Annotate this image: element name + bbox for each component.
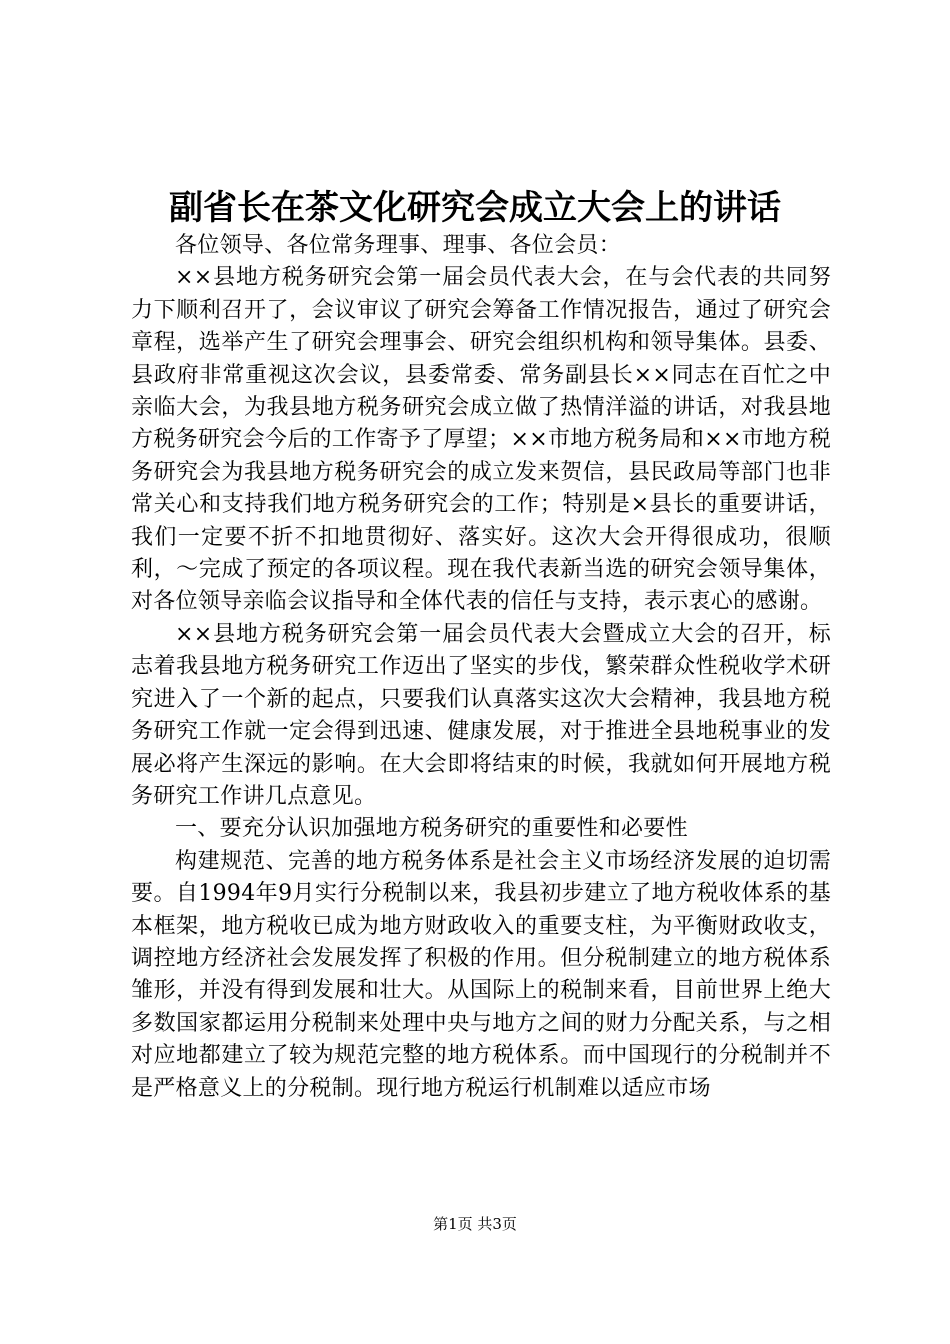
document-body xyxy=(131,230,831,1105)
body-paragraph: 构建规范、完善的地方税务体系是社会主义市场经济发展的迫切需要。自1994年9月实行分税制以来，我县初步建立了地方税收体系的基本框架，地方税收已成为地方财政收入的重要支柱，为平衡财政收支，调控地方经济社会发展发挥了积极的作用。但分税制建立的地方税体系雏形，并没有得到发展和壮大。从国际上的税制来看，目前世界上绝大多数国家都运用分税制来处理中央与地方之间的财力分配关系，与之相对应地都建立了较为规范完整的地方税体系。而中国现行的分税制并不是严格意义上的分税制。现行地方税运行机制难以适应市场 xyxy=(131,848,831,1101)
section-heading: 一、要充分认识加强地方税务研究的重要性和必要性 xyxy=(175,816,688,842)
page-title: 副省长在茶文化研究会成立大会上的讲话 xyxy=(169,188,781,228)
body-paragraph: ××县地方税务研究会第一届会员代表大会暨成立大会的召开，标志着我县地方税务研究工作迈出了坚实的步伐，繁荣群众性税收学术研究进入了一个新的起点，只要我们认真落实这次大会精神，我县地方税务研究工作就一定会得到迅速、健康发展，对于推进全县地税事业的发展必将产生深远的影响。在大会即将结束的时候，我就如何开展地方税务研究工作讲几点意见。 xyxy=(131,621,831,809)
page-footer: 第1页 共3页 xyxy=(433,1215,517,1233)
salutation-paragraph: 各位领导、各位常务理事、理事、各位会员： xyxy=(175,233,622,258)
body-paragraph: ××县地方税务研究会第一届会员代表大会，在与会代表的共同努力下顺利召开了，会议审议了研究会筹备工作情况报告，通过了研究会章程，选举产生了研究会理事会、研究会组织机构和领导集体。县委、县政府非常重视这次会议，县委常委、常务副县长××同志在百忙之中亲临大会，为我县地方税务研究会成立做了热情洋溢的讲话，对我县地方税务研究会今后的工作寄予了厚望；××市地方税务局和××市地方税务研究会为我县地方税务研究会的成立发来贺信，县民政局等部门也非常关心和支持我们地方税务研究会的工作；特别是×县长的重要讲话，我们一定要不折不扣地贯彻好、落实好。这次大会开得很成功，很顺利，～完成了预定的各项议程。现在我代表新当选的研究会领导集体，对各位领导亲临会议指导和全体代表的信任与支持，表示衷心的感谢。 xyxy=(131,265,831,615)
